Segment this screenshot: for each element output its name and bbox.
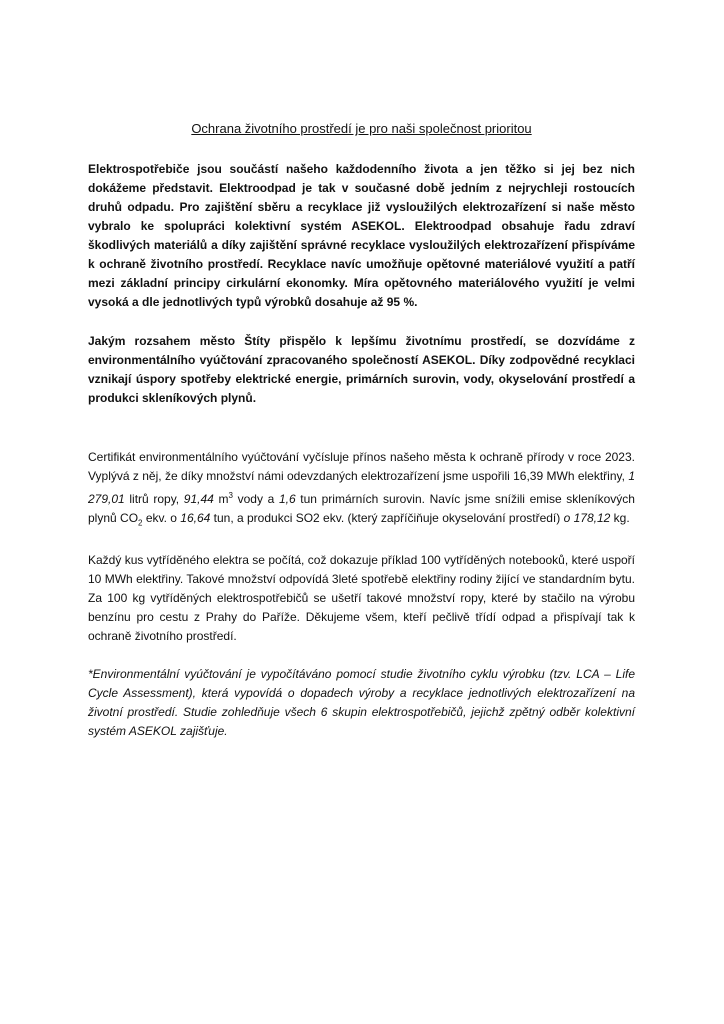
co2-subscript: 2 (138, 518, 143, 528)
certificate-text-2: litrů ropy, (124, 492, 184, 506)
certificate-paragraph (88, 448, 635, 532)
footnote-paragraph: *Environmentální vyúčtování je vypočítáváno pomocí studie životního cyklu výrobku (tzv. LCA – Life Cycle Assessment), která vypovídá o dopadech výroby a recyklace jednotlivých elektrozařízení na životní prostředí. Studie zohledňuje všech 6 skupin elektrospotřebičů, jejichž zpětný odběr kolektivní systém ASEKOL zajišťuje. (88, 667, 635, 739)
cubic-superscript: 3 (228, 491, 233, 500)
certificate-text-3: m (213, 492, 229, 506)
certificate-text-7: tun, a produkci SO2 ekv. (který zapříčiňuje okyselování prostředí) (210, 511, 564, 525)
oil-value: 1 279,01 (88, 469, 635, 506)
document-title: Ochrana životního prostředí je pro naši společnost prioritou (191, 121, 532, 136)
water-value: 91,44 (183, 492, 214, 506)
intro-paragraph: Elektrospotřebiče jsou součástí našeho každodenního života a jen těžko si jej bez nich dokážeme představit. Elektroodpad je tak v současné době jedním z nejrychleji rostoucích druhů odpadu. Pro zajištění sběru a recyklace již vysloužilých elektrozařízení si naše město vybralo ke spolupráci kolektivní systém ASEKOL. Elektroodpad obsahuje řadu zdraví škodlivých materiálů a díky zajištění správné recyklace vysloužilých elektrozařízení přispíváme k ochraně životního prostředí. Recyklace navíc umožňuje opětovné materiálové využití a patří mezi základní principy cirkulární ekonomky. Míra opětovného materiálového využití je velmi vysoká a dle jednotlivých typů výrobků dosahuje až 95 %. (88, 162, 635, 309)
example-paragraph: Každý kus vytříděného elektra se počítá, což dokazuje příklad 100 vytříděných notebooků, které uspoří 10 MWh elektřiny. Takové množství odpovídá 3leté spotřebě elektřiny rodiny žijící ve standardním bytu. Za 100 kg vytříděných elektrospotřebičů se ušetří takové množství ropy, které by stačilo na výrobu benzínu pro cestu z Prahy do Paříže. Děkujeme všem, kteří pečlivě třídí odpad a přispívají tak k ochraně životního prostředí. (88, 553, 635, 644)
certificate-text-6: ekv. o (142, 511, 181, 525)
certificate-text-4: vody a (232, 492, 279, 506)
certificate-text-5: tun primárních surovin. Navíc jsme snížili emise skleníkových plynů CO (88, 492, 635, 525)
co2-value: 16,64 (180, 511, 211, 525)
certificate-text-8: kg. (610, 511, 630, 525)
document-page (88, 120, 635, 741)
raw-materials-value: 1,6 (278, 492, 296, 506)
certificate-text-1: Certifikát environmentálního vyúčtování vyčísluje přínos našeho města k ochraně přírody v roce 2023. Vyplývá z něj, že díky množství námi odevzdaných elektrozařízení jsme uspořili 16,39 MWh elektřiny, (88, 450, 635, 483)
so2-value: o 178,12 (563, 511, 611, 525)
contribution-paragraph: Jakým rozsahem město Štíty přispělo k lepšímu životnímu prostředí, se dozvídáme z environmentálního vyúčtování zpracovaného společností ASEKOL. Díky zodpovědné recyklaci vznikají úspory spotřeby elektrické energie, primárních surovin, vody, okyselování prostředí a produkci skleníkových plynů. (88, 334, 635, 405)
